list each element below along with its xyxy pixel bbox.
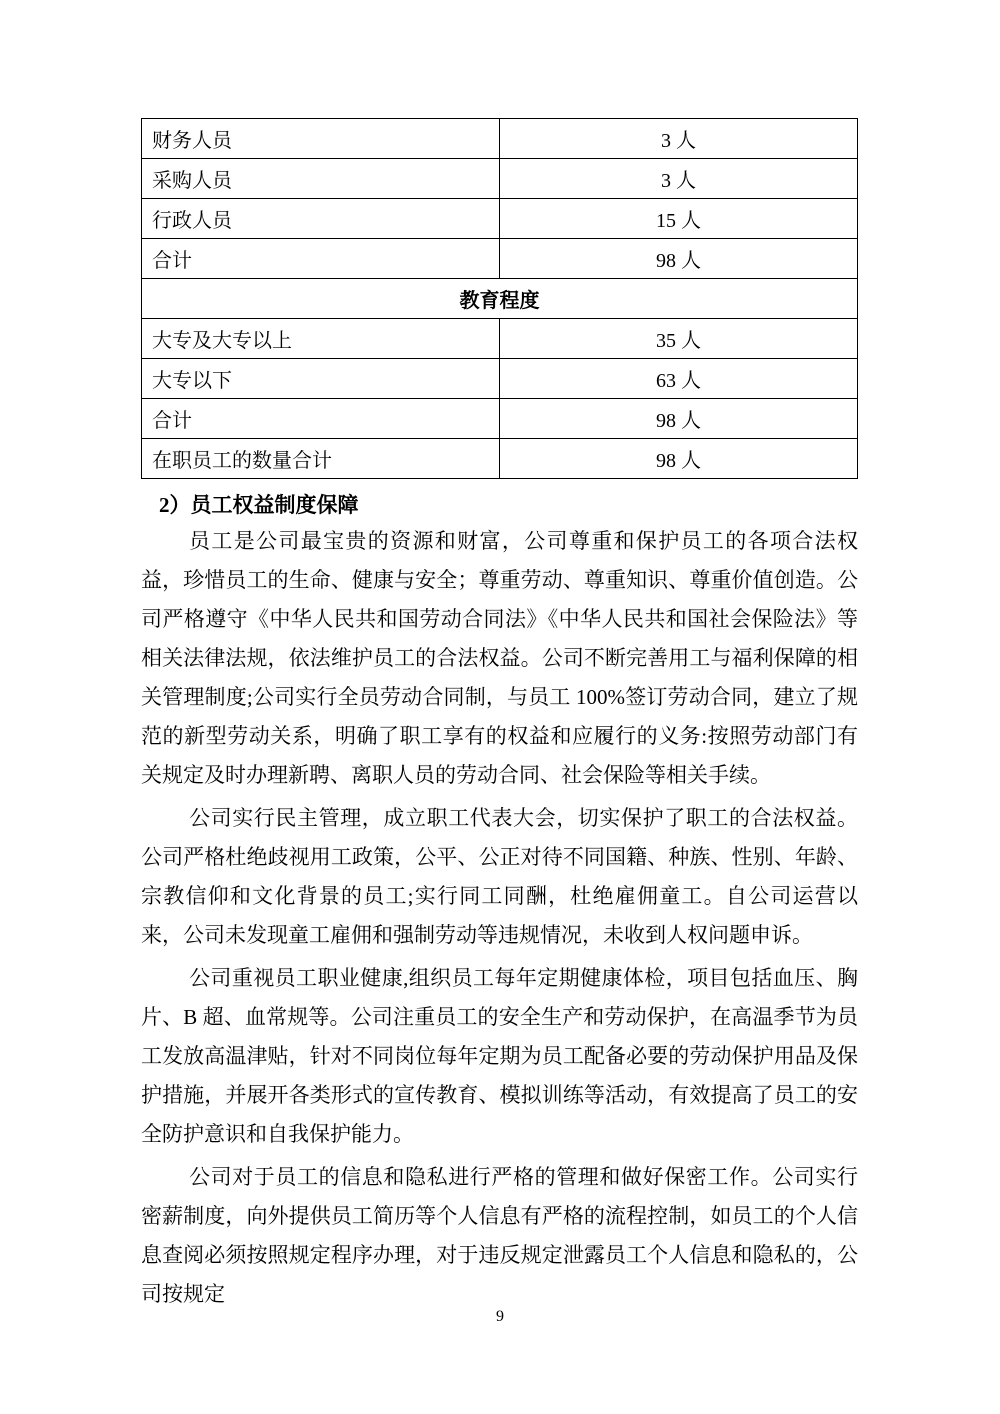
- table-section-row: [142, 279, 858, 319]
- row-label: 行政人员: [142, 199, 500, 239]
- table-row: [142, 159, 858, 199]
- table-row: [142, 439, 858, 479]
- row-value: 63 人: [500, 359, 858, 399]
- row-label: 大专以下: [142, 359, 500, 399]
- document-content: [141, 118, 858, 1314]
- paragraph: 公司实行民主管理，成立职工代表大会，切实保护了职工的合法权益。公司严格杜绝歧视用工政策，公平、公正对待不同国籍、种族、性别、年龄、宗教信仰和文化背景的员工;实行同工同酬，杜绝雇佣童工。自公司运营以来，公司未发现童工雇佣和强制劳动等违规情况，未收到人权问题申诉。: [141, 806, 858, 947]
- section-header: 教育程度: [142, 279, 858, 319]
- row-value: 15 人: [500, 199, 858, 239]
- row-value: 98 人: [500, 439, 858, 479]
- row-value: 35 人: [500, 319, 858, 359]
- row-label: 合计: [142, 399, 500, 439]
- paragraph: 公司对于员工的信息和隐私进行严格的管理和做好保密工作。公司实行密薪制度，向外提供员工简历等个人信息有严格的流程控制，如员工的个人信息查阅必须按照规定程序办理，对于违反规定泄露员工个人信息和隐私的，公司按规定: [141, 1165, 858, 1306]
- table-row: [142, 239, 858, 279]
- row-label: 大专及大专以上: [142, 319, 500, 359]
- section-heading: 2）员工权益制度保障: [159, 493, 359, 517]
- table-row: [142, 399, 858, 439]
- row-value: 3 人: [500, 159, 858, 199]
- paragraph: 公司重视员工职业健康,组织员工每年定期健康体检，项目包括血压、胸片、B 超、血常规等。公司注重员工的安全生产和劳动保护，在高温季节为员工发放高温津贴，针对不同岗位每年定期为员工配备必要的劳动保护用品及保护措施，并展开各类形式的宣传教育、模拟训练等活动，有效提高了员工的安全防护意识和自我保护能力。: [141, 966, 858, 1146]
- row-value: 98 人: [500, 399, 858, 439]
- employee-stats-table: [141, 118, 858, 479]
- row-label: 采购人员: [142, 159, 500, 199]
- table-row: [142, 319, 858, 359]
- row-label: 财务人员: [142, 119, 500, 159]
- table-row: [142, 119, 858, 159]
- table-row: [142, 359, 858, 399]
- page-number: 9: [496, 1308, 504, 1325]
- row-value: 98 人: [500, 239, 858, 279]
- row-label: 在职员工的数量合计: [142, 439, 500, 479]
- table-row: [142, 199, 858, 239]
- row-value: 3 人: [500, 119, 858, 159]
- row-label: 合计: [142, 239, 500, 279]
- paragraph: 员工是公司最宝贵的资源和财富，公司尊重和保护员工的各项合法权益，珍惜员工的生命、健康与安全；尊重劳动、尊重知识、尊重价值创造。公司严格遵守《中华人民共和国劳动合同法》《中华人民共和国社会保险法》等相关法律法规，依法维护员工的合法权益。公司不断完善用工与福利保障的相关管理制度;公司实行全员劳动合同制，与员工 100%签订劳动合同，建立了规范的新型劳动关系，明确了职工享有的权益和应履行的义务:按照劳动部门有关规定及时办理新聘、离职人员的劳动合同、社会保险等相关手续。: [141, 529, 858, 787]
